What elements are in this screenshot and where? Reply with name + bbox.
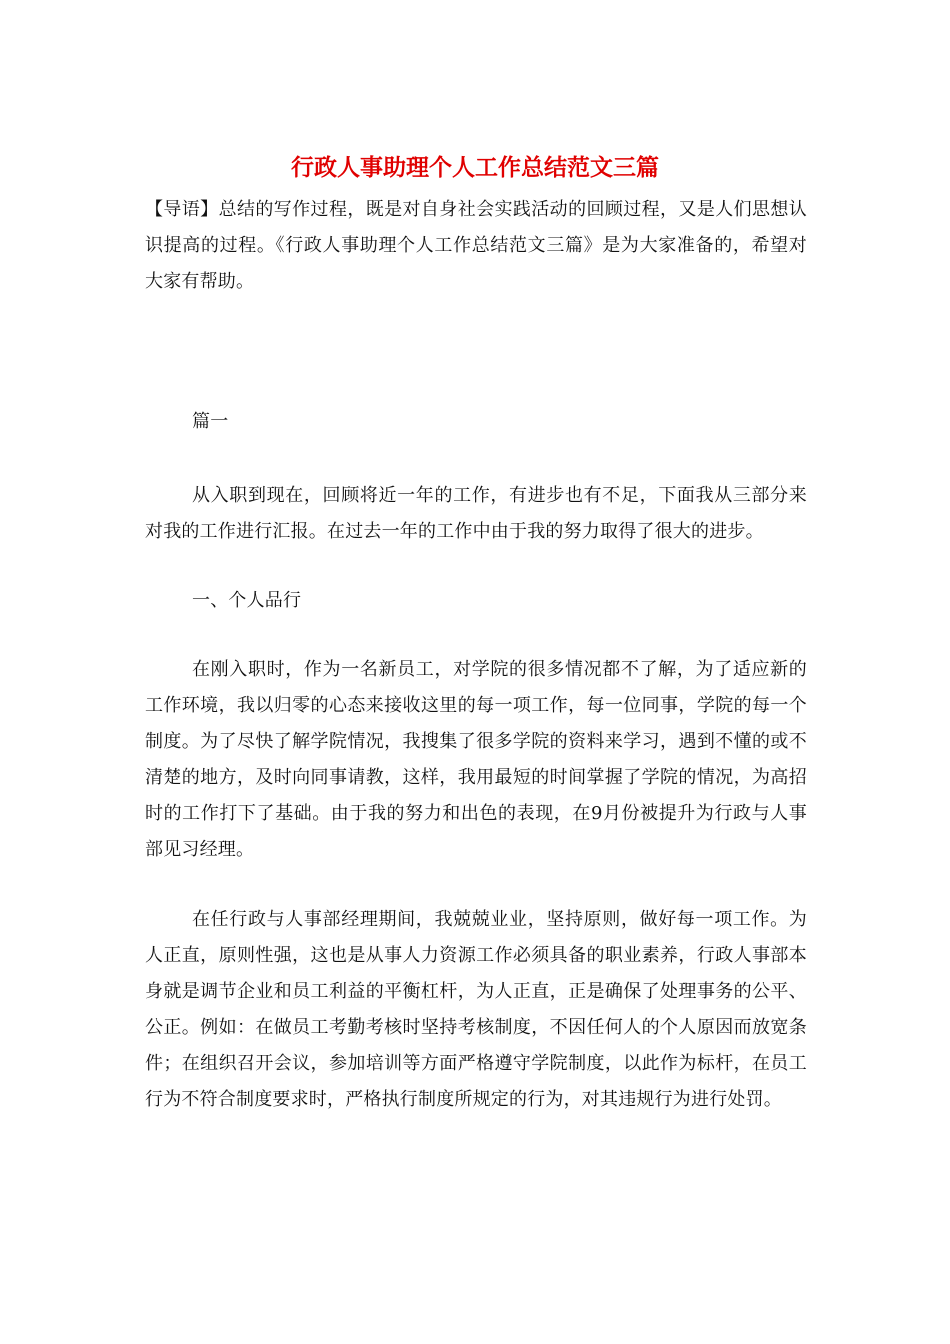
paragraph-2: 在刚入职时，作为一名新员工，对学院的很多情况都不了解，为了适应新的工作环境，我以归零的心态来接收这里的每一项工作，每一位同事，学院的每一个制度。为了尽快了解学院情况，我搜集了很多学院的资料来学习，遇到不懂的或不清楚的地方，及时向同事请教，这样，我用最短的时间掌握了学院的情况，为高招时的工作打下了基础。由于我的努力和出色的表现，在9月份被提升为行政与人事部见习经理。 — [145, 659, 807, 860]
paragraph-3: 在任行政与人事部经理期间，我兢兢业业，坚持原则，做好每一项工作。为人正直，原则性强，这也是从事人力资源工作必须具备的职业素养，行政人事部本身就是调节企业和员工利益的平衡杠杆，为人正直，正是确保了处理事务的公平、公正。例如：在做员工考勤考核时坚持考核制度，不因任何人的个人原因而放宽条件；在组织召开会议，参加培训等方面严格遵守学院制度，以此作为标杆，在员工行为不符合制度要求时，严格执行制度所规定的行为，对其违规行为进行处罚。 — [145, 909, 807, 1110]
section-heading-1: 一、个人品行 — [192, 590, 302, 611]
paragraph-1: 从入职到现在，回顾将近一年的工作，有进步也有不足，下面我从三部分来对我的工作进行汇报。在过去一年的工作中由于我的努力取得了很大的进步。 — [145, 485, 807, 542]
section-label: 篇一 — [192, 411, 229, 432]
document-title: 行政人事助理个人工作总结范文三篇 — [291, 154, 659, 181]
intro-paragraph: 【导语】总结的写作过程，既是对自身社会实践活动的回顾过程，又是人们思想认识提高的过程。《行政人事助理个人工作总结范文三篇》是为大家准备的，希望对大家有帮助。 — [145, 199, 807, 292]
